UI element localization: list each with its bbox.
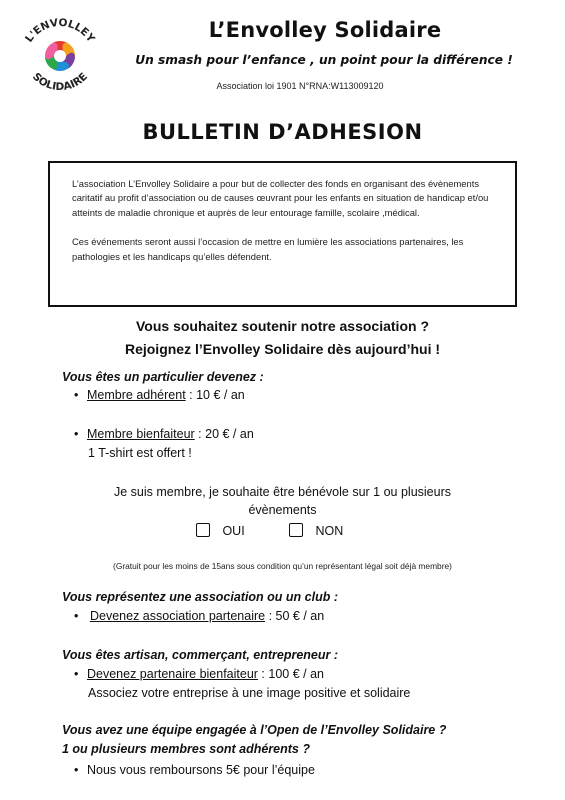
checkbox-oui[interactable] (196, 523, 210, 537)
cta-line-1: Vous souhaitez soutenir notre association ? (135, 318, 429, 334)
option-oui[interactable] (196, 522, 245, 540)
equipe-item-label: Nous vous remboursons 5€ pour l’équipe (87, 763, 315, 777)
artisan-heading: Vous êtes artisan, commerçant, entrepreneur : (62, 648, 339, 662)
legal-info: Association loi 1901 N°RNA:W113009120 (216, 81, 384, 91)
association-partenaire-price: : 50 € / an (265, 609, 325, 623)
volunteer-question: Je suis membre, je souhaite être bénévole sur 1 ou plusieurs évènements (114, 485, 451, 517)
membre-bienfaiteur-label: Membre bienfaiteur (87, 427, 195, 441)
equipe-item (74, 763, 315, 777)
option-non-label: NON (315, 524, 344, 538)
membre-adherent-price: : 10 € / an (185, 388, 245, 402)
svg-text:SOLIDAIRE (30, 71, 90, 93)
membre-adherent-label: Membre adhérent (87, 388, 186, 402)
association-partenaire-label: Devenez association partenaire (90, 609, 266, 623)
particulier-heading: Vous êtes un particulier devenez : (62, 370, 264, 384)
association-logo (14, 10, 106, 102)
equipe-heading-1: Vous avez une équipe engagée à l’Open de l’Envolley Solidaire ? (62, 723, 447, 737)
bullet-icon: • (74, 667, 79, 681)
document-title: BULLETIN D’ADHESION (142, 120, 423, 144)
membre-adherent-item (74, 388, 245, 402)
free-under-15-note: (Gratuit pour les moins de 15ans sous condition qu’un représentant légal soit déjà membre) (113, 561, 452, 571)
association-name: L’Envolley Solidaire (208, 18, 442, 42)
bullet-icon: • (74, 763, 79, 777)
association-slogan: Un smash pour l’enfance , un point pour la différence ! (135, 53, 513, 67)
intro-paragraph-2: Ces événements seront aussi l’occasion de mettre en lumière les associations partenaires, les pathologies et les handicaps qu’elles défendent. (72, 236, 464, 262)
logo-center-dot (54, 50, 66, 62)
cta-line-2: Rejoignez l’Envolley Solidaire dès aujourd’hui ! (124, 341, 441, 357)
logo-ring-top: L'ENVOLLEY (23, 16, 97, 45)
association-heading: Vous représentez une association ou un club : (62, 590, 338, 604)
bullet-icon: • (74, 609, 79, 623)
logo-hands-icon (42, 41, 77, 72)
partenaire-bienfaiteur-extra: Associez votre entreprise à une image positive et solidaire (88, 686, 411, 700)
association-partenaire-item (74, 609, 324, 623)
partenaire-bienfaiteur-label: Devenez partenaire bienfaiteur (87, 667, 258, 681)
option-oui-label: OUI (222, 524, 245, 538)
bullet-icon: • (74, 388, 79, 402)
svg-text:L'ENVOLLEY (23, 17, 97, 45)
checkbox-non[interactable] (289, 523, 303, 537)
membre-bienfaiteur-price: : 20 € / an (194, 427, 254, 441)
option-non[interactable] (289, 522, 343, 540)
intro-paragraph-1: L’association L’Envolley Solidaire a pour but de collecter des fonds en organisant des évènements caritatif au profit d’association ou de causes œuvrant pour les enfants en situation de handicap et/ou atteints de maladie chronique et auprès de leur entourage famille, scolaire ,médical. (72, 178, 489, 218)
logo-ring-bottom: SOLIDAIRE (30, 70, 90, 94)
intro-box (48, 161, 517, 307)
partenaire-bienfaiteur-item (74, 667, 324, 681)
tshirt-offer: 1 T-shirt est offert ! (88, 446, 192, 460)
partenaire-bienfaiteur-price: : 100 € / an (257, 667, 324, 681)
bullet-icon: • (74, 427, 79, 441)
membre-bienfaiteur-item (74, 427, 254, 441)
equipe-heading-2: 1 ou plusieurs membres sont adhérents ? (62, 742, 310, 756)
